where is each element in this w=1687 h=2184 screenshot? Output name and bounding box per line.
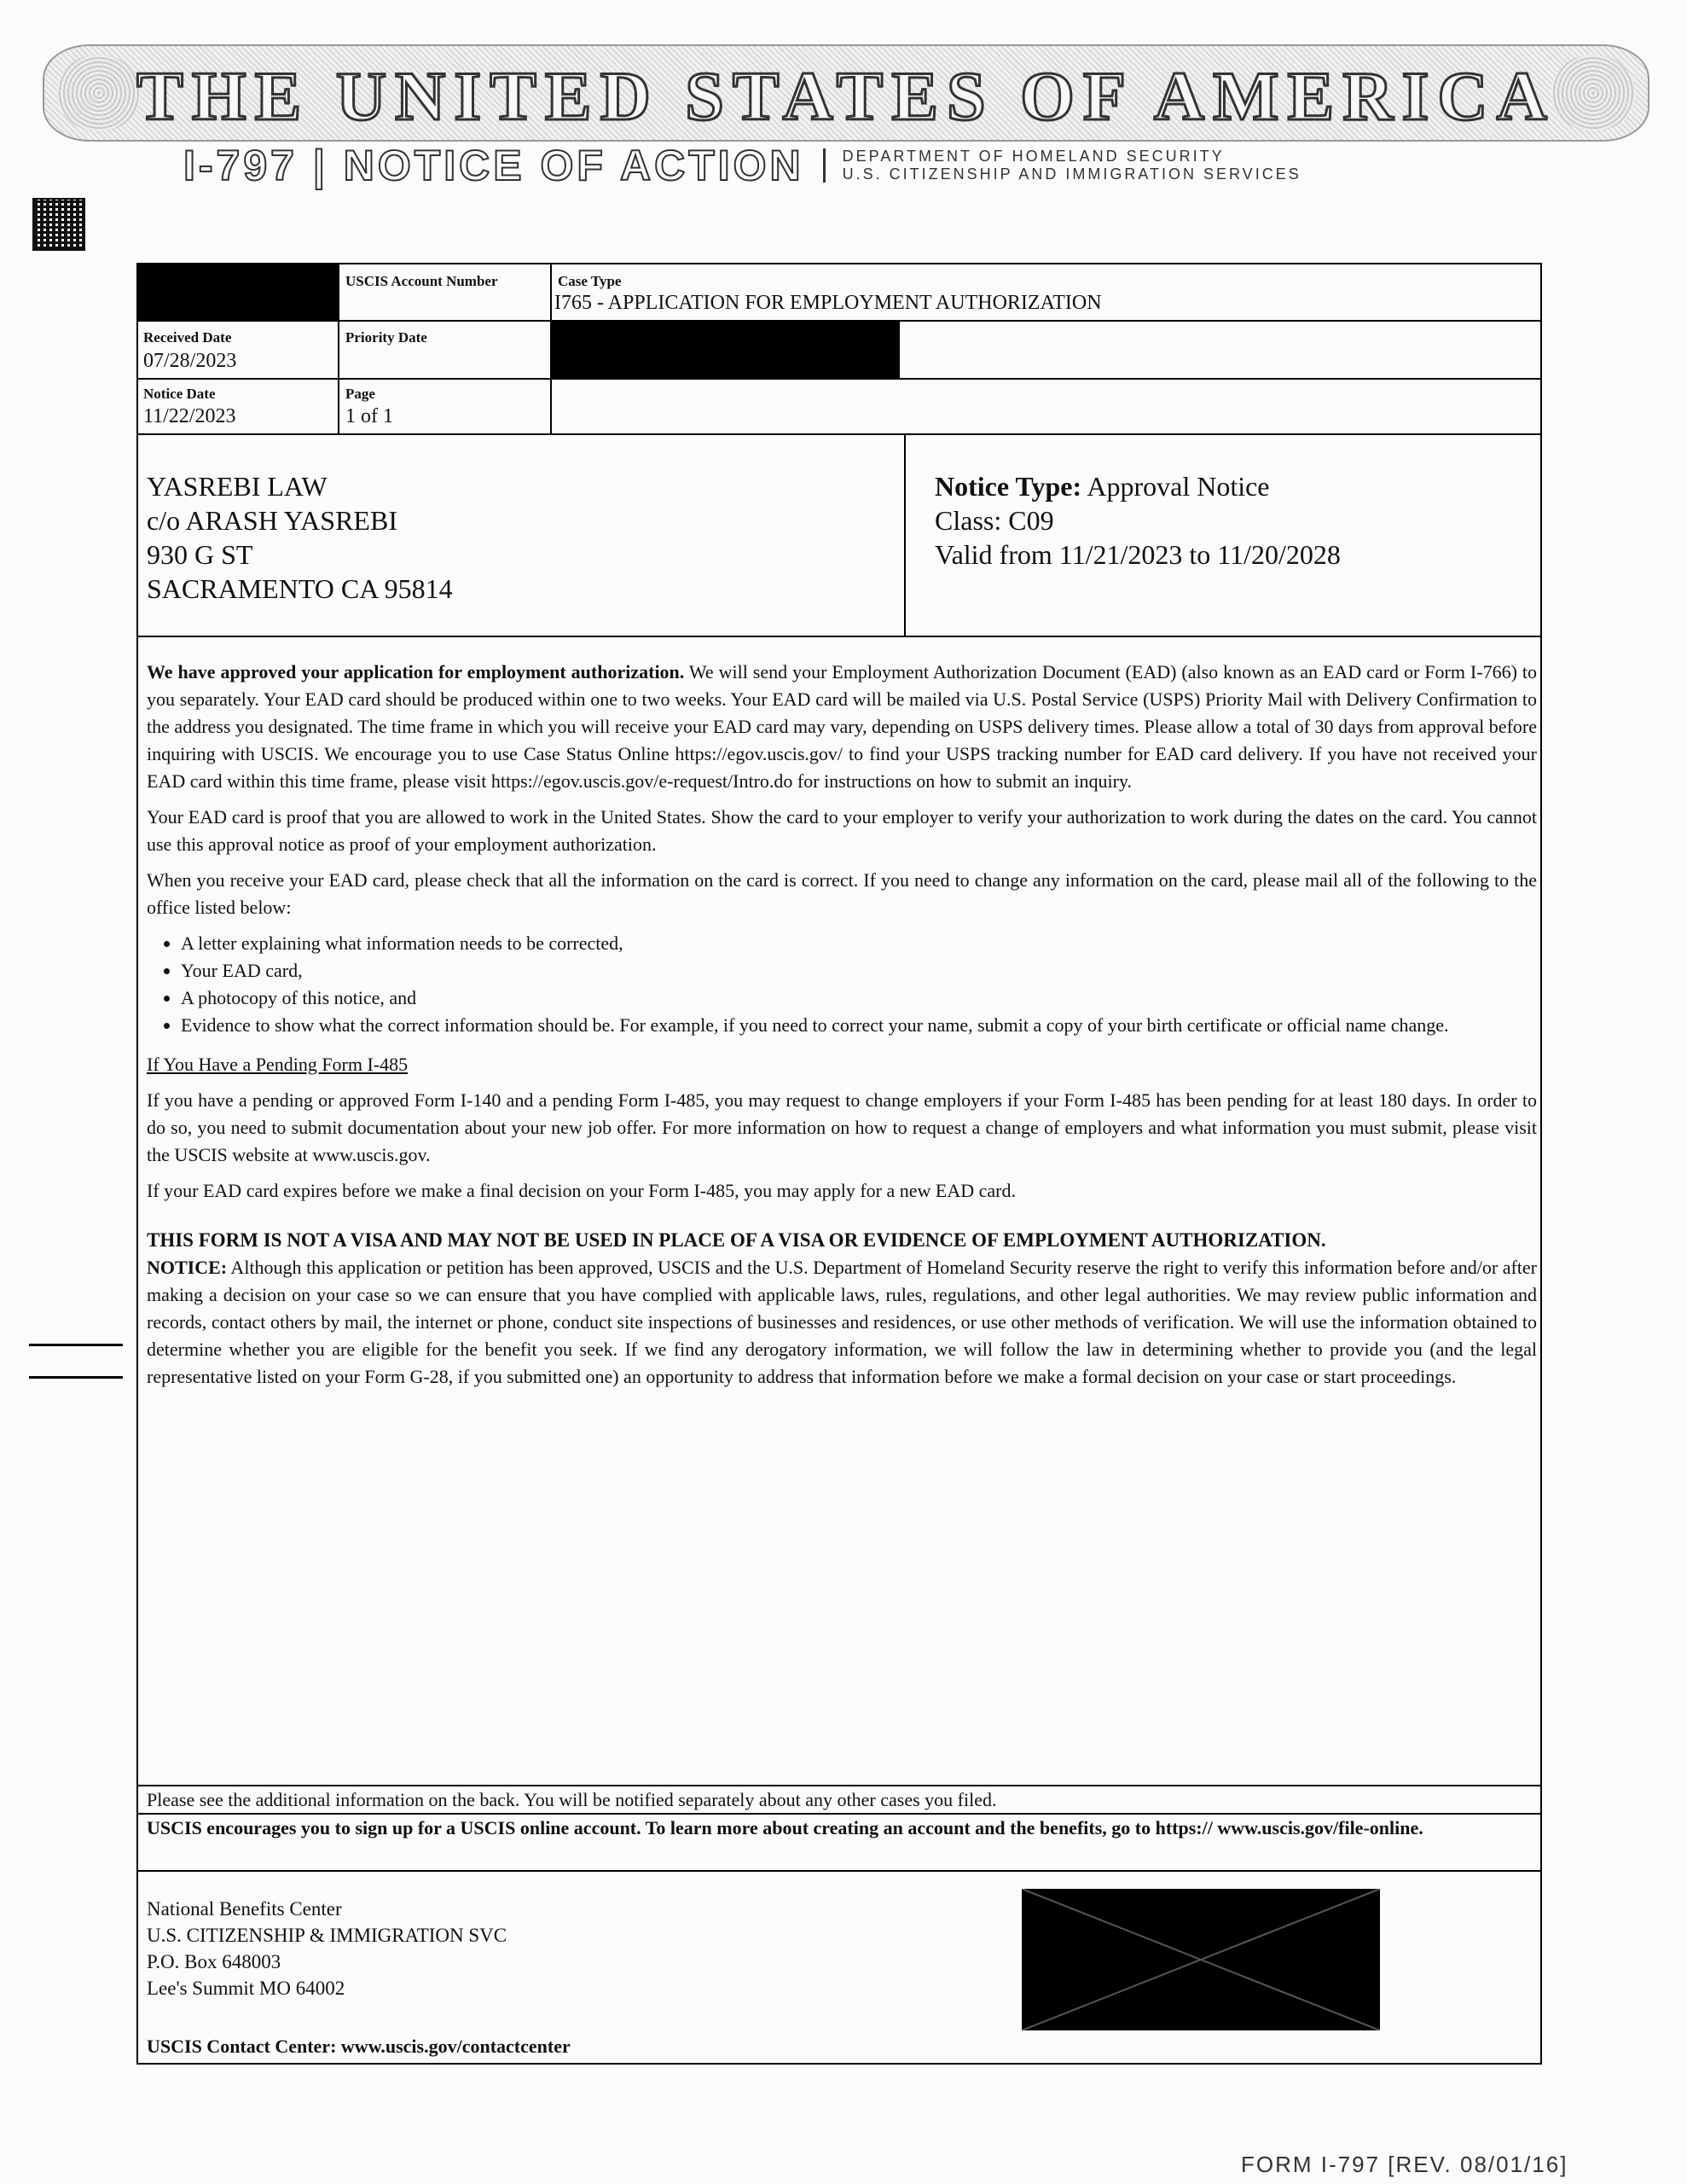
form-revision: FORM I-797 [REV. 08/01/16] [1241,2152,1568,2177]
table-bottom-border [136,433,1542,435]
notice-date-label: Notice Date [143,386,216,402]
header-separator [823,148,826,183]
approval-lead: We have approved your application for employment authorization. [147,661,685,682]
mailing-address [147,469,453,606]
notice-text: Although this application or petition has been approved, USCIS and the U.S. Department of Homeland Security reserve the right to verify this information before and/or after making a decision on your case so we can ensure that you have complied with applicable laws, rules, regulations, and other legal authorities. We may review public information and records, contact others by mail, the internet or phone, conduct site inspections of businesses and residences, or use other methods of verification. We will use the information obtained to determine whether you are eligible for the benefit you seek. If we find any derogatory information, we will follow the law in determining whether to provide you (and the legal representative listed on your Form G-28, if you submitted one) an opportunity to address that information before we make a formal decision on your case or start proceedings. [147,1257,1537,1387]
dept-line-2: U.S. CITIZENSHIP AND IMMIGRATION SERVICES [842,166,1301,183]
footer-divider-1 [136,1785,1542,1786]
banner-seal [43,44,1649,142]
notice-type-value: Approval Notice [1087,471,1270,502]
list-item: • A letter explaining what information needs to be corrected, [181,930,1537,957]
page-label: Page [345,386,375,402]
received-date-label: Received Date [143,329,232,346]
class-line: Class: C09 [935,505,1054,536]
address-notice-divider [904,433,906,637]
received-date-value: 07/28/2023 [143,350,237,372]
address-box-bottom [136,636,1542,637]
frame-left-border [136,433,138,2065]
notice-type-box [935,469,1341,572]
notice-type-label: Notice Type: [935,471,1082,502]
paragraph-change-employers: If you have a pending or approved Form I-140 and a pending Form I-485, you may request to change employers if your Form I-485 has been pending for at least 180 days. In order to do so, you need to submit documentation about your new job offer. For more information on how to request a change of employers and what information you must submit, please visit the USCIS website at www.uscis.gov. [147,1089,1537,1165]
approval-details: We will send your Employment Authorization Document (EAD) (also known as an EAD card or Form I-766) to you separately. Your EAD card should be produced within one to two weeks. Your EAD card will be mailed via U.S. Postal Service (USPS) Priority Mail with Delivery Confirmation to the address you designated. The time frame in which you will receive your EAD card may vary, depending on USPS delivery times. Please allow a total of 30 days from approval before inquiring with USCIS. We encourage you to use Case Status Online https://egov.uscis.gov/ to find your USPS tracking number for EAD card delivery. If you have not received your EAD card within this time frame, please visit https://egov.uscis.gov/e-request/Intro.do for instructions on how to submit an inquiry. [147,661,1537,792]
online-account-note: USCIS encourages you to sign up for a USCIS online account. To learn more about creating an account and the benefits, go to https:// www.uscis.gov/file-online. [147,1817,1423,1838]
visa-warning-text: THIS FORM IS NOT A VISA AND MAY NOT BE USED IN PLACE OF A VISA OR EVIDENCE OF EMPLOYMENT AUTHORIZATION. [147,1229,1326,1251]
frame-right-border [1540,433,1542,2065]
barcode-2d-icon [32,198,85,251]
table-row-divider-2 [136,378,1542,380]
list-item: • A photocopy of this notice, and [181,985,1537,1012]
table-col-divider-1 [338,263,339,435]
page-value: 1 of 1 [345,405,393,427]
notice-label: NOTICE: [147,1257,228,1278]
list-item: • Evidence to show what the correct information should be. For example, if you need to correct your name, submit a copy of your birth certificate or official name change. [181,1012,1537,1039]
case-type-label: Case Type [558,273,622,289]
redacted-beneficiary [550,322,900,378]
frame-bottom-border [136,2063,1542,2065]
department-name [843,148,1301,183]
office-line-3: P.O. Box 648003 [147,1951,281,1972]
contact-center-line: USCIS Contact Center: www.uscis.gov/contactcenter [147,2036,571,2057]
notice-type-line [935,469,1341,503]
office-line-2: U.S. CITIZENSHIP & IMMIGRATION SVC [147,1925,507,1946]
address-line-4: SACRAMENTO CA 95814 [147,573,453,604]
verification-notice [147,1254,1537,1391]
office-address [147,1896,507,2001]
margin-mark-upper [29,1344,123,1346]
paragraph-ead-proof: Your EAD card is proof that you are allowed to work in the United States. Show the card to your employer to verify your authorization to work during the dates on the card. You cannot use this approval notice as proof of your employment authorization. [147,806,1537,855]
pending-485-heading: If You Have a Pending Form I-485 [147,1054,409,1075]
address-line-3: 930 G ST [147,539,253,570]
table-right-border [1540,263,1542,435]
address-line-1: YASREBI LAW [147,471,328,502]
case-type-value: I765 - APPLICATION FOR EMPLOYMENT AUTHORIZATION [554,292,1102,314]
paragraph-ead-expiry: If your EAD card expires before we make a final decision on your Form I-485, you may apply for a new EAD card. [147,1180,1016,1201]
valid-dates-line: Valid from 11/21/2023 to 11/20/2028 [935,539,1341,570]
address-line-2: c/o ARASH YASREBI [147,505,397,536]
footer-divider-3 [136,1870,1542,1872]
paragraph-approval [147,659,1537,795]
additional-info-line: Please see the additional information on the back. You will be notified separately about any other cases you filed. [147,1789,997,1810]
footer-divider-2 [136,1813,1542,1815]
table-top-border [136,263,1542,264]
corrections-list [181,930,1537,1039]
notice-body [147,659,1537,1399]
form-title: I-797 | NOTICE OF ACTION [183,142,804,189]
account-number-label: USCIS Account Number [345,273,498,289]
visa-warning [147,1227,1537,1254]
dept-line-1: DEPARTMENT OF HOMELAND SECURITY [842,148,1225,165]
list-item: • Your EAD card, [181,957,1537,985]
priority-date-label: Priority Date [345,329,427,346]
margin-mark-lower [29,1376,123,1379]
notice-date-value: 11/22/2023 [143,405,236,427]
form-header [183,140,1301,191]
office-line-1: National Benefits Center [147,1898,342,1920]
redaction-x-icon [1022,1889,1380,2030]
paragraph-corrections: When you receive your EAD card, please check that all the information on the card is correct. If you need to change any information on the card, please mail all of the following to the office listed below: [147,869,1537,918]
banner-title: THE UNITED STATES OF AMERICA [136,57,1556,135]
redacted-barcode [1022,1889,1380,2030]
office-line-4: Lee's Summit MO 64002 [147,1978,345,1999]
redacted-receipt-number [136,264,338,321]
